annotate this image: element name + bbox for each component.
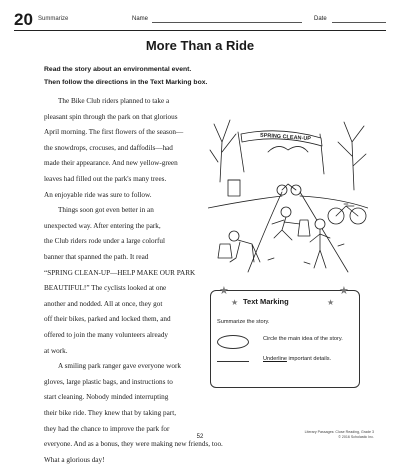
story-line: their bike ride. They knew that by taking part, [44,409,176,417]
story-line: A smiling park ranger gave everyone work [58,362,181,371]
story-line: at work. [44,346,68,355]
person-head [229,231,239,241]
text-marking-title: Text Marking [243,297,289,306]
hills [268,146,308,152]
underline-instruction [263,355,349,364]
story-line: banner that spanned the path. It read [44,253,149,261]
ground-line [208,196,368,208]
credit-line: © 2016 Scholastic Inc. [338,435,374,439]
name-label: Name [132,16,149,22]
tree-right [338,122,366,190]
park-cleanup-illustration [208,112,368,276]
date-line [332,22,386,23]
circle-instruction: Circle the main idea of the story. [263,336,343,342]
underline-rest: important details. [286,356,332,362]
story-line: offered to join the many volunteers already [44,331,169,339]
directions-line: Read the story about an environmental event. [44,66,192,73]
story-line: An enjoyable ride was sure to follow. [44,190,152,199]
text-marking-instruction: Summarize the story. [217,319,270,325]
trash-can [228,180,240,196]
footer-credit [305,430,374,440]
story-line: gloves, large plastic bags, and instructions to [44,377,173,386]
underline-symbol [217,361,249,362]
name-line [152,22,302,23]
lesson-number: 20 [14,10,33,29]
story-line: BEAUTIFUL!” The cyclists looked at one [44,284,167,293]
story-line: “SPRING CLEAN-UP—HELP MAKE OUR PARK [44,268,196,277]
story-line: made their appearance. And new yellow-green [44,159,178,168]
story-line: What a glorious day! [44,455,105,464]
story-line: another and nodded. All at once, they got [44,299,163,308]
story-line: start cleaning. Nobody minded interrupting [44,393,169,402]
story-line: everyone. And as a bonus, they were making new friends, too. [44,440,223,449]
directions [44,63,374,89]
star-icon: ★ [219,285,229,297]
text-marking-box [210,285,360,388]
person-body [230,240,260,262]
story-line: Things soon got even better in an [58,206,154,215]
directions-line: Then follow the directions in the Text Marking box. [44,79,208,86]
underline-word: Underline [263,356,287,362]
person-head [281,207,291,217]
header-rule [14,30,386,31]
story-line: The Bike Club riders planned to take a [58,97,170,105]
banner-text: SPRING CLEAN-UP [259,132,312,143]
page-title: More Than a Ride [145,38,255,53]
story-line: unexpected way. After entering the park, [44,221,161,230]
person-body [272,217,300,240]
tree-left [210,120,236,182]
story-line: April morning. The first flowers of the season— [44,128,184,137]
person-body [310,229,330,268]
skill-label: Summarize [38,16,69,22]
story-line: off their bikes, parked and locked them, and [44,315,171,324]
star-icon: ★ [231,298,239,307]
trash-bag [298,220,310,236]
trash-bag [218,244,232,258]
story-line: the Club riders rode under a large colorful [44,237,166,246]
story-line: leaves had filled out the park's many trees. [44,175,167,183]
park-path [248,192,348,272]
story-line: they had the chance to improve the park for [44,424,170,433]
credit-line: Literary Passages: Close Reading, Grade 3 [304,430,374,434]
circle-symbol [217,335,249,349]
page-number: 52 [196,434,204,440]
star-icon: ★ [327,298,335,307]
story-line: pleasant spin through the park on that glorious [44,112,178,121]
story-line: the snowdrops, crocuses, and daffodils—had [44,143,173,152]
page-header [14,10,386,32]
bike-frame [336,204,358,216]
date-label: Date [314,16,327,22]
person-head [315,219,325,229]
star-icon: ★ [339,285,349,297]
